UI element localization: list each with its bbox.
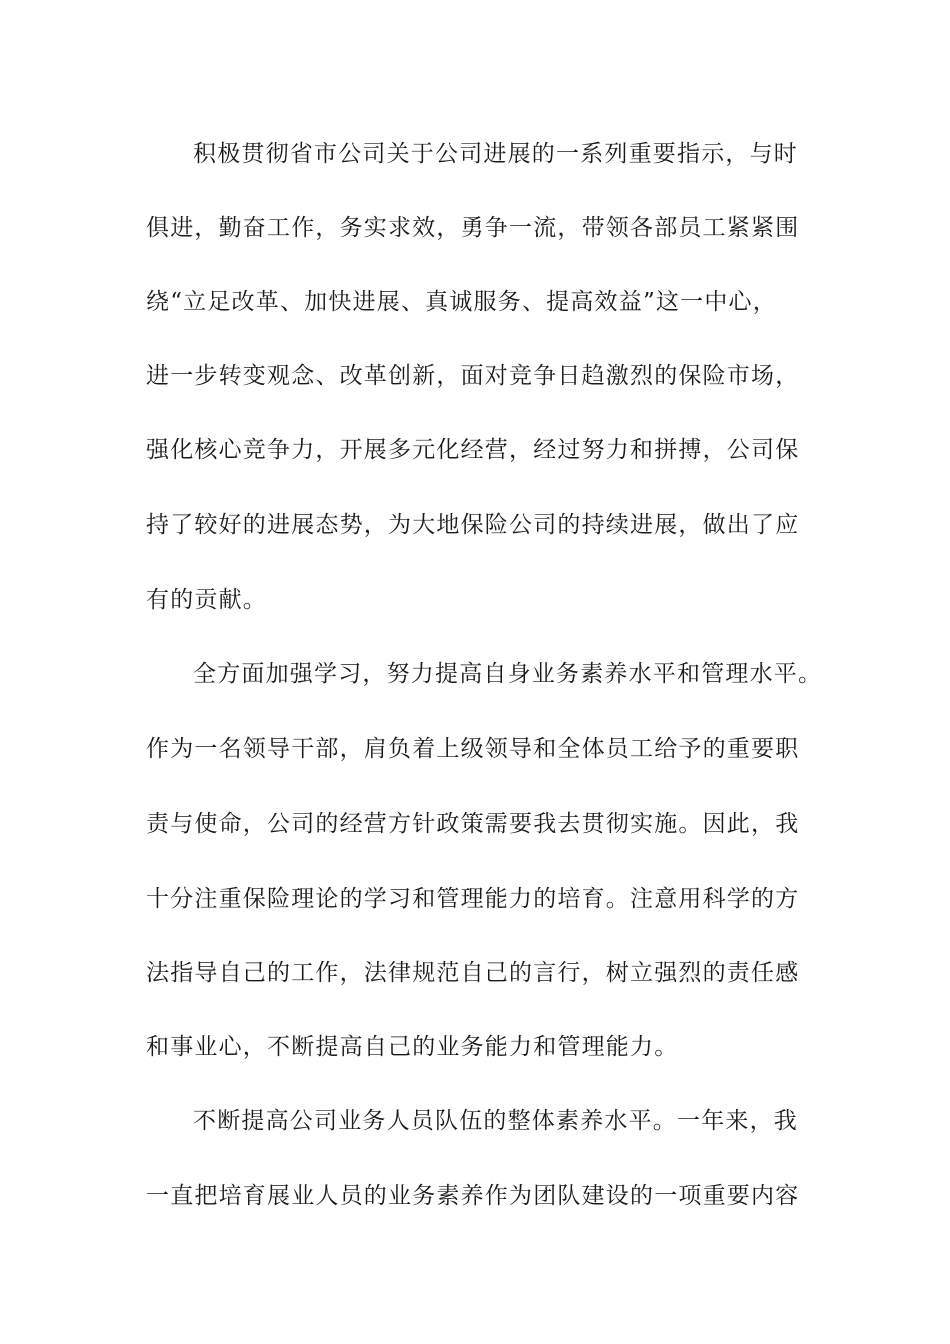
paragraph-3-line-1: 不断提高公司业务人员队伍的整体素养水平。一年来，我: [193, 1108, 798, 1134]
paragraph-2-line-6: 和事业心，不断提高自己的业务能力和管理能力。: [146, 1034, 679, 1060]
paragraph-2-line-5: 法指导自己的工作，法律规范自己的言行，树立强烈的责任感: [146, 960, 800, 986]
paragraph-1-line-4: 进一步转变观念、改革创新，面对竞争日趋激烈的保险市场，: [146, 363, 800, 389]
paragraph-2-line-1: 全方面加强学习，努力提高自身业务素养水平和管理水平。: [193, 661, 823, 687]
paragraph-1-line-7: 有的贡献。: [146, 587, 267, 613]
paragraph-1-line-1: 积极贯彻省市公司关于公司进展的一系列重要指示，与时: [193, 141, 798, 167]
paragraph-2-line-4: 十分注重保险理论的学习和管理能力的培育。注意用科学的方: [146, 886, 800, 912]
paragraph-1-line-6: 持了较好的进展态势，为大地保险公司的持续进展，做出了应: [146, 512, 800, 538]
paragraph-3-line-2: 一直把培育展业人员的业务素养作为团队建设的一项重要内容: [146, 1183, 800, 1209]
paragraph-1-line-3: 绕“立足改革、加快进展、真诚服务、提高效益”这一中心，: [146, 289, 777, 315]
paragraph-1-line-2: 俱进，勤奋工作，务实求效，勇争一流，带领各部员工紧紧围: [146, 215, 800, 241]
paragraph-2-line-2: 作为一名领导干部，肩负着上级领导和全体员工给予的重要职: [146, 736, 800, 762]
paragraph-1-line-5: 强化核心竞争力，开展多元化经营，经过努力和拼搏，公司保: [146, 437, 800, 463]
paragraph-2-line-3: 责与使命，公司的经营方针政策需要我去贯彻实施。因此，我: [146, 811, 800, 837]
